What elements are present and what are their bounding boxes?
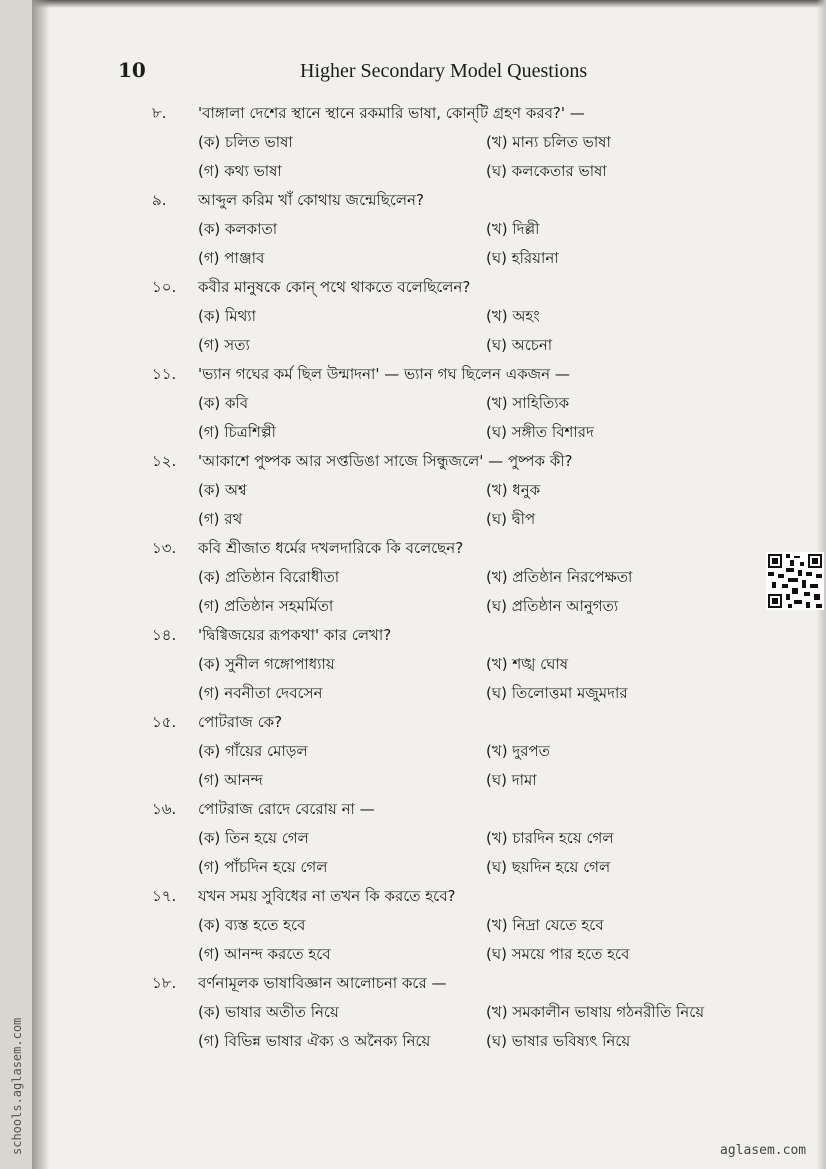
- question-text: আব্দুল করিম খাঁ কোথায় জন্মেছিলেন?: [198, 191, 424, 209]
- question-number: ১৫.: [152, 713, 177, 731]
- option-ka: (ক) কলকাতা: [198, 220, 278, 238]
- option-gha: (ঘ) দ্বীপ: [486, 510, 536, 528]
- page-edge-shadow: [32, 0, 826, 8]
- option-ga: (গ) আনন্দ: [198, 771, 263, 789]
- option-kha: (খ) দিল্লী: [486, 220, 540, 238]
- option-gha: (ঘ) অচেনা: [486, 336, 553, 354]
- binding-shadow: [32, 0, 50, 1169]
- question-list: [152, 100, 792, 1057]
- option-gha: (ঘ) দামা: [486, 771, 537, 789]
- option-gha: (ঘ) সময়ে পার হতে হবে: [486, 945, 630, 963]
- option-ka: (ক) মিথ্যা: [198, 307, 256, 325]
- option-ka: (ক) তিন হয়ে গেল: [198, 829, 309, 847]
- question: [152, 796, 792, 883]
- question-text: কবীর মানুষকে কোন্‌ পথে থাকতে বলেছিলেন?: [198, 278, 471, 296]
- question-number: ৯.: [152, 191, 167, 209]
- question: [152, 187, 792, 274]
- option-kha: (খ) নিদ্রা যেতে হবে: [486, 916, 604, 934]
- option-gha: (ঘ) প্রতিষ্ঠান আনুগত্য: [486, 597, 619, 615]
- option-ga: (গ) পাঞ্জাব: [198, 249, 265, 267]
- option-ka: (ক) গাঁয়ের মোড়ল: [198, 742, 308, 760]
- option-kha: (খ) ধনুক: [486, 481, 541, 499]
- question: [152, 709, 792, 796]
- option-ka: (ক) চলিত ভাষা: [198, 133, 293, 151]
- option-ga: (গ) সত্য: [198, 336, 250, 354]
- option-kha: (খ) সাহিত্যিক: [486, 394, 570, 412]
- question-number: ১৭.: [152, 887, 177, 905]
- option-ka: (ক) সুনীল গঙ্গোপাধ্যায়: [198, 655, 335, 673]
- option-gha: (ঘ) ভাষার ভবিষ্যৎ নিয়ে: [486, 1032, 631, 1050]
- option-kha: (খ) সমকালীন ভাষায় গঠনরীতি নিয়ে: [486, 1003, 705, 1021]
- option-ga: (গ) রথ: [198, 510, 243, 528]
- option-kha: (খ) চারদিন হয়ে গেল: [486, 829, 614, 847]
- option-ka: (ক) অশ্ব: [198, 481, 247, 499]
- book-page: [32, 0, 826, 1169]
- option-gha: (ঘ) তিলোত্তমা মজুমদার: [486, 684, 628, 702]
- option-gha: (ঘ) ছয়দিন হয়ে গেল: [486, 858, 611, 876]
- option-ka: (ক) প্রতিষ্ঠান বিরোধীতা: [198, 568, 340, 586]
- question: [152, 535, 792, 622]
- question-number: ১১.: [152, 365, 177, 383]
- question: [152, 274, 792, 361]
- question-text: পোটরাজ কে?: [198, 713, 283, 731]
- question-number: ১৬.: [152, 800, 177, 818]
- question-number: ১৩.: [152, 539, 177, 557]
- qr-code-icon[interactable]: [766, 552, 824, 610]
- option-ga: (গ) বিভিন্ন ভাষার ঐক্য ও অনৈক্য নিয়ে: [198, 1032, 431, 1050]
- question-number: ১০.: [152, 278, 177, 296]
- question: [152, 100, 792, 187]
- question-text: 'ভ্যান গঘের কর্ম ছিল উন্মাদনা' — ভ্যান গঘ ছিলেন একজন —: [198, 365, 570, 383]
- question-text: 'দ্বিগ্বিজয়ের রূপকথা' কার লেখা?: [198, 626, 392, 644]
- option-ka: (ক) ভাষার অতীত নিয়ে: [198, 1003, 339, 1021]
- option-kha: (খ) মান্য চলিত ভাষা: [486, 133, 611, 151]
- question-text: যখন সময় সুবিধের না তখন কি করতে হবে?: [198, 887, 456, 905]
- option-ga: (গ) পাঁচদিন হয়ে গেল: [198, 858, 328, 876]
- question-text: বর্ণনামূলক ভাষাবিজ্ঞান আলোচনা করে —: [198, 974, 447, 992]
- option-ga: (গ) নবনীতা দেবসেন: [198, 684, 323, 702]
- option-gha: (ঘ) হরিয়ানা: [486, 249, 559, 267]
- question-text: কবি শ্রীজাত ধর্মের দখলদারিকে কি বলেছেন?: [198, 539, 464, 557]
- option-ga: (গ) চিত্রশিল্পী: [198, 423, 276, 441]
- option-gha: (ঘ) সঙ্গীত বিশারদ: [486, 423, 594, 441]
- question-text: 'বাঙ্গালা দেশের স্থানে স্থানে রকমারি ভাষা, কোন্‌টি গ্রহণ করব?' —: [198, 104, 585, 122]
- watermark-side: [10, 965, 24, 1155]
- watermark-bottom: aglasem.com: [720, 1143, 807, 1158]
- option-ga: (গ) আনন্দ করতে হবে: [198, 945, 331, 963]
- watermark-side-text: schools.aglasem.com: [10, 1017, 24, 1155]
- question: [152, 622, 792, 709]
- option-ka: (ক) ব্যস্ত হতে হবে: [198, 916, 306, 934]
- option-kha: (খ) প্রতিষ্ঠান নিরপেক্ষতা: [486, 568, 633, 586]
- option-ga: (গ) প্রতিষ্ঠান সহমর্মিতা: [198, 597, 334, 615]
- page-number: 10: [118, 58, 146, 82]
- question: [152, 970, 792, 1057]
- option-kha: (খ) দুরপত: [486, 742, 550, 760]
- running-title: Higher Secondary Model Questions: [300, 60, 588, 82]
- option-kha: (খ) শঙ্খ ঘোষ: [486, 655, 569, 673]
- question-number: ৮.: [152, 104, 167, 122]
- question-number: ১২.: [152, 452, 177, 470]
- question: [152, 448, 792, 535]
- option-ga: (গ) কথ্য ভাষা: [198, 162, 282, 180]
- question: [152, 361, 792, 448]
- question-text: 'আকাশে পুষ্পক আর সপ্তডিঙা সাজে সিন্ধুজলে' — পুষ্পক কী?: [198, 452, 573, 470]
- option-ka: (ক) কবি: [198, 394, 249, 412]
- question: [152, 883, 792, 970]
- question-number: ১৪.: [152, 626, 177, 644]
- question-number: ১৮.: [152, 974, 177, 992]
- option-kha: (খ) অহং: [486, 307, 540, 325]
- question-text: পোটরাজ রোদে বেরোয় না —: [198, 800, 375, 818]
- option-gha: (ঘ) কলকেতার ভাষা: [486, 162, 607, 180]
